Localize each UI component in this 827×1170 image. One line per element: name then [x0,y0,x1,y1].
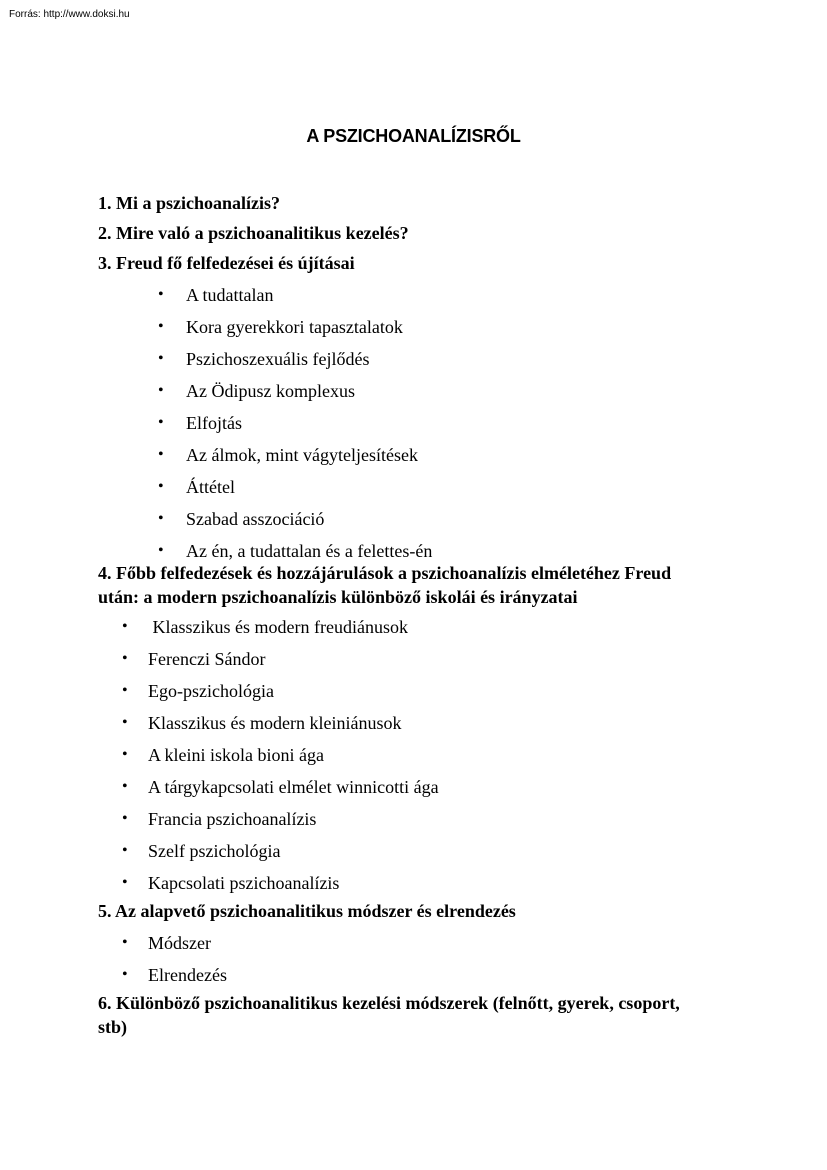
list-item: • Elfojtás [158,413,242,433]
list-item: • A kleini iskola bioni ága [122,745,324,765]
list-item: • Elrendezés [122,965,227,985]
document-title: A PSZICHOANALÍZISRŐL [306,126,521,146]
list-item: • Ferenczi Sándor [122,649,266,669]
list-item: • Kora gyerekkori tapasztalatok [158,317,403,337]
list-item: • Az én, a tudattalan és a felettes-én [158,541,433,561]
list-item: • Pszichoszexuális fejlődés [158,349,370,369]
list-item: • Kapcsolati pszichoanalízis [122,873,340,893]
bullet-icon: • [158,286,164,303]
list-item: • A tudattalan [158,285,274,305]
bullet-icon: • [158,478,164,495]
bullet-icon: • [122,966,128,983]
list-item: • Az álmok, mint vágyteljesítések [158,445,418,465]
list-item: • Klasszikus és modern kleiniánusok [122,713,402,733]
bullet-icon: • [122,714,128,731]
list-item: • Az Ödipusz komplexus [158,381,355,401]
list-item: • Áttétel [158,477,235,497]
source-url: Forrás: http://www.doksi.hu [9,9,130,20]
bullet-icon: • [122,934,128,951]
list-item: • Szelf pszichológia [122,841,281,861]
section-heading-2: 2. Mire való a pszichoanalitikus kezelés? [98,223,409,243]
bullet-icon: • [122,746,128,763]
list-item: • Ego-pszichológia [122,681,274,701]
section-heading-4: 4. Főbb felfedezések és hozzájárulások a pszichoanalízis elméletéhez Freud után: a modern pszichoanalízis különböző iskolái és irányzatai [98,563,672,607]
bullet-icon: • [122,618,128,635]
bullet-icon: • [122,682,128,699]
document-body [98,191,738,1045]
bullet-icon: • [158,510,164,527]
method-list [98,931,738,991]
section-heading-3: 3. Freud fő felfedezései és újításai [98,253,355,273]
freud-discoveries-list [98,283,738,561]
list-item: • A tárgykapcsolati elmélet winnicotti ága [122,777,439,797]
list-item: • Francia pszichoanalízis [122,809,317,829]
bullet-icon: • [122,650,128,667]
bullet-icon: • [122,778,128,795]
list-item: • Módszer [122,933,211,953]
bullet-icon: • [158,542,164,559]
list-item: • Szabad asszociáció [158,509,325,529]
section-heading-6: 6. Különböző pszichoanalitikus kezelési módszerek (felnőtt, gyerek, csoport, stb) [98,993,680,1037]
list-item: • Klasszikus és modern freudiánusok [122,617,408,637]
bullet-icon: • [122,810,128,827]
bullet-icon: • [158,446,164,463]
modern-schools-list [98,615,738,899]
bullet-icon: • [122,842,128,859]
bullet-icon: • [122,874,128,891]
bullet-icon: • [158,318,164,335]
bullet-icon: • [158,414,164,431]
section-heading-5: 5. Az alapvető pszichoanalitikus módszer és elrendezés [98,901,516,921]
section-heading-1: 1. Mi a pszichoanalízis? [98,193,281,213]
bullet-icon: • [158,350,164,367]
bullet-icon: • [158,382,164,399]
